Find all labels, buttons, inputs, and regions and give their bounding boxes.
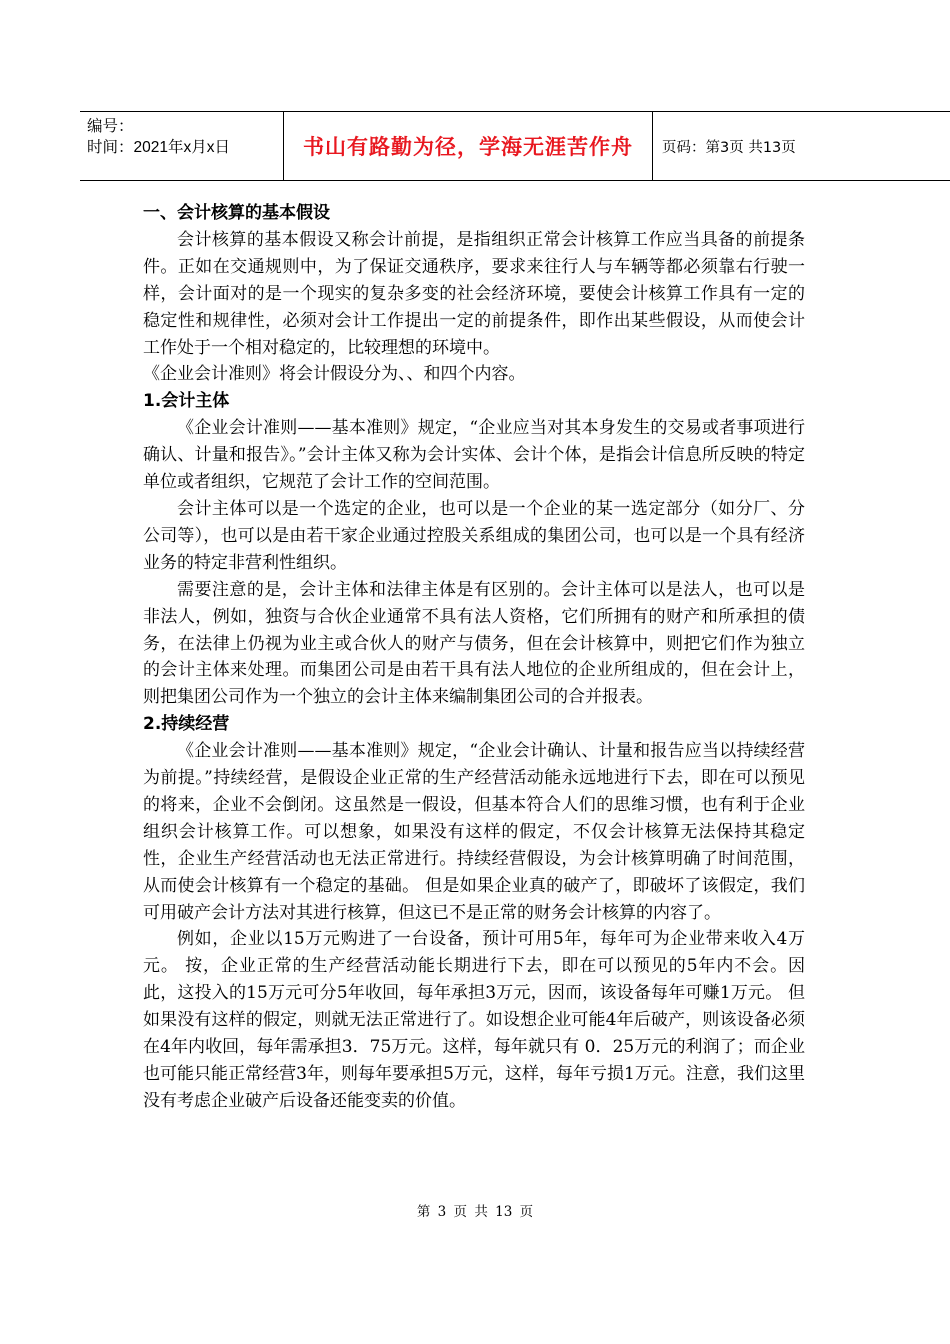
paragraph: 《企业会计准则》将会计假设分为、、和四个内容。: [143, 364, 526, 385]
document-time-label: 时间：2021年x月x日: [87, 139, 230, 156]
subsection-heading: 2.持续经营: [143, 714, 230, 735]
document-body: [143, 200, 805, 1115]
header-motto-cell: [283, 112, 653, 180]
paragraph: 会计核算的基本假设又称会计前提，是指组织正常会计核算工作应当具备的前提条件。正如在交通规则中，为了保证交通秩序，要求来往行人与车辆等都必须靠右行驶一样，会计面对的是一个现实的复杂多变的社会经济环境，要使会计核算工作具有一定的稳定性和规律性，必须对会计工作提出一定的前提条件，即作出某些假设，从而使会计工作处于一个相对稳定的，比较理想的环境中。: [143, 229, 805, 358]
paragraph: 会计主体可以是一个选定的企业，也可以是一个企业的某一选定部分（如分厂、分公司等），也可以是由若干家企业通过控股关系组成的集团公司，也可以是一个具有经济业务的特定非营利性组织。: [143, 498, 805, 573]
document-number-label: 编号：: [87, 118, 134, 135]
header-page-info: 页码：第3页 共13页: [662, 139, 796, 156]
header-meta: [80, 112, 283, 180]
paragraph: 例如，企业以15万元购进了一台设备，预计可用5年，每年可为企业带来收入4万元。 按，企业正常的生产经营活动能长期进行下去，即在可以预见的5年内不会。因此，这投入的15万元可分5年收回，每年承担3万元，因而，该设备每年可赚1万元。 但如果没有这样的假定，则就无法正常进行了。如设想企业可能4年后破产，则该设备必须在4年内收回，每年需承担3．75万元。这样，每年就只有 0．25万元的利润了；而企业也可能只能正常经营3年，则每年要承担5万元，这样，每年亏损1万元。注意，我们这里没有考虑企业破产后设备还能变卖的价值。: [143, 929, 805, 1111]
page-header: [80, 111, 950, 181]
section-heading: 一、会计核算的基本假设: [143, 203, 330, 223]
paragraph: 《企业会计准则——基本准则》规定，“企业应当对其本身发生的交易或者事项进行确认、计量和报告》。”会计主体又称为会计实体、会计个体，是指会计信息所反映的特定单位或者组织，它规范了会计工作的空间范围。: [143, 418, 805, 493]
subsection-heading: 1.会计主体: [143, 391, 230, 412]
page-footer: 第 3 页 共 13 页: [416, 1204, 534, 1220]
paragraph: 需要注意的是，会计主体和法律主体是有区别的。会计主体可以是法人，也可以是非法人，例如，独资与合伙企业通常不具有法人资格，它们所拥有的财产和所承担的债务，在法律上仍视为业主或合伙人的财产与债务，但在会计核算中，则把它们作为独立的会计主体来处理。而集团公司是由若干具有法人地位的企业所组成的，但在会计上，则把集团公司作为一个独立的会计主体来编制集团公司的合并报表。: [143, 579, 805, 708]
header-motto: 书山有路勤为径，学海无涯苦作舟: [303, 135, 633, 159]
paragraph: 《企业会计准则——基本准则》规定，“企业会计确认、计量和报告应当以持续经营为前提。”持续经营，是假设企业正常的生产经营活动能永远地进行下去，即在可以预见的将来，企业不会倒闭。这虽然是一假设，但基本符合人们的思维习惯，也有利于企业组织会计核算工作。可以想象，如果没有这样的假定，不仅会计核算无法保持其稳定性，企业生产经营活动也无法正常进行。持续经营假设，为会计核算明确了时间范围，从而使会计核算有一个稳定的基础。 但是如果企业真的破产了，即破坏了该假定，我们可用破产会计方法对其进行核算，但这已不是正常的财务会计核算的内容了。: [143, 741, 805, 923]
